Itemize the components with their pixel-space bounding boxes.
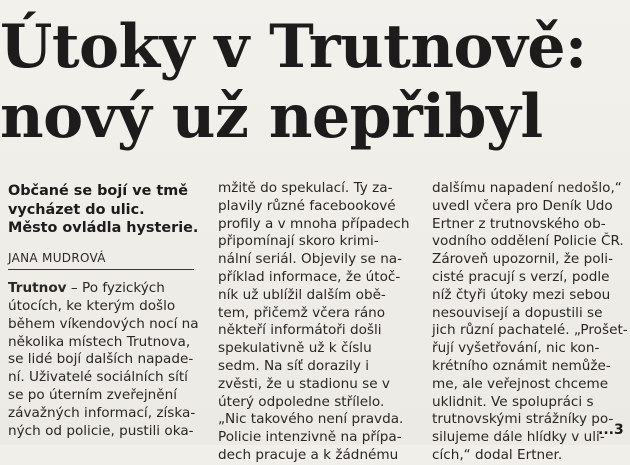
text-line: cích,“ dodal Ertner. [432,446,563,463]
text-line: trutnovskými strážníky po- [432,411,614,428]
text-line: uvedl včera pro Deník Udo [432,197,613,214]
text-line: zvěsti, že u stadionu se v [218,375,390,392]
text-line: útocích, ke kterým došlo [8,298,176,315]
text-line: ných od policie, pustili oka- [8,422,194,439]
text-line: uklidnit. Ve spolupráci s [432,393,594,410]
text-line: jich různí pachatelé. „Prošet- [432,322,628,339]
lead-line: Občané se bojí ve tmě [8,183,188,199]
text-line [8,280,198,298]
headline [0,12,587,152]
text-line: nální seriál. Objevily se na- [218,251,403,268]
text-line: plavily různé facebookové [218,197,396,214]
text-line: závažných informací, získa- [8,404,196,421]
lead-line: vycházet do ulic. [8,201,145,218]
text-line: „Nic takového není pravda. [218,411,404,428]
byline: JANA MUDROVÁ [8,250,194,271]
text-line: cisté pracují s verzí, podle [432,268,610,285]
lead-paragraph [8,182,198,238]
text-line: níž čtyři útoky mezi sebou [432,286,611,303]
text-line-rest: – Po fyzických [66,280,165,297]
text-line: Zároveň upozornil, že poli- [432,251,613,268]
dateline: Trutnov [8,280,67,297]
text-line: sedm. Na síť dorazily i [218,357,369,374]
text-line: dech pracuje a k žádnému [218,446,399,463]
text-line: připomínají skoro krimi- [218,233,379,250]
text-line: silujeme dále hlídky v uli- [432,429,605,446]
column-1 [8,182,198,440]
text-line: řují vyšetřování, nic kon- [432,340,600,357]
text-line: spekulativně už k číslu [218,340,372,357]
text-line: tem, přičemž včera ráno [218,304,386,321]
text-line: se lidé bojí dalších napade- [8,351,194,368]
lead-line: Město ovládla hysterie. [8,220,199,236]
text-line: vodního oddělení Policie ČR. [432,233,624,250]
text-line: krétního oznámit nemůže- [432,357,611,374]
text-line: me, ale veřejnost chceme [432,375,609,392]
text-line: Policie intenzivně na přípa- [218,429,402,446]
headline-line-1: Útoky v Trutnově: [0,12,587,82]
text-line: ník už ublížil dalším obě- [218,286,386,303]
text-line: během víkendových nocí na [8,315,199,332]
body-text-column-1 [8,280,198,440]
text-line: mžitě do spekulací. Ty za- [218,180,393,196]
text-line: dalšímu napadení nedošlo,“ [432,180,622,196]
text-line: profily a v mnoha případech [218,215,410,232]
text-line: příklad informace, že útoč- [218,268,401,285]
text-line: úterý odpoledne střílelo. [218,393,385,410]
text-line: ní. Uživatelé sociálních sítí [8,369,188,386]
headline-line-2: nový už nepřibyl [0,82,543,152]
text-line: někteří informátoři došli [218,322,382,339]
text-line: nesouvisejí a dopustili se [432,304,603,321]
text-line: se po úterním zveřejnění [8,387,177,404]
column-2 [218,180,418,465]
text-line: Ertner z trutnovského ob- [432,215,606,232]
text-line: několika místech Trutnova, [8,333,191,350]
continuation-marker: ...3 [598,422,624,438]
